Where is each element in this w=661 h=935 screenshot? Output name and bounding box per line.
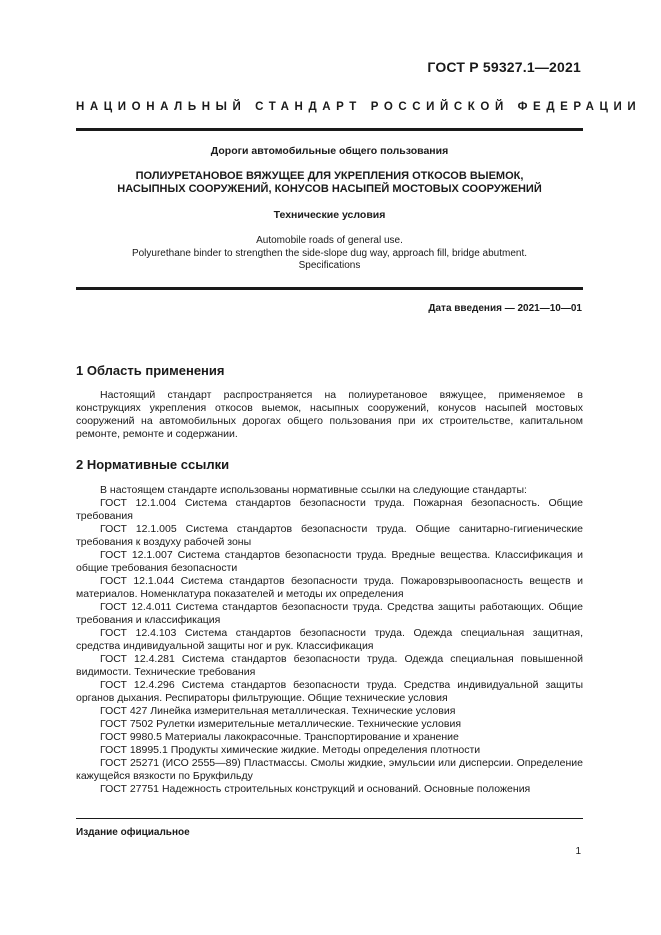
reference-item: ГОСТ 12.4.281 Система стандартов безопасности труда. Одежда специальная повышенной видимости. Технические требования bbox=[76, 653, 583, 678]
reference-item: ГОСТ 12.4.296 Система стандартов безопасности труда. Средства индивидуальной защиты органов дыхания. Респираторы фильтрующие. Общие технические условия bbox=[76, 679, 583, 704]
english-title-line1: Automobile roads of general use. bbox=[256, 235, 403, 246]
domain-title: Дороги автомобильные общего пользования bbox=[210, 145, 449, 157]
reference-item: ГОСТ 12.1.004 Система стандартов безопасности труда. Пожарная безопасность. Общие требования bbox=[76, 497, 583, 522]
introduction-date: Дата введения — 2021—10—01 bbox=[428, 303, 582, 314]
reference-item: ГОСТ 18995.1 Продукты химические жидкие. Методы определения плотности bbox=[100, 744, 481, 756]
reference-item: ГОСТ 7502 Рулетки измерительные металлические. Технические условия bbox=[100, 718, 462, 730]
section-heading-references: 2 Нормативные ссылки bbox=[76, 457, 230, 472]
reference-item: ГОСТ 12.4.011 Система стандартов безопасности труда. Средства защиты работающих. Общие требования и классификация bbox=[76, 601, 583, 626]
reference-item: ГОСТ 25271 (ИСО 2555—89) Пластмассы. Смолы жидкие, эмульсии или дисперсии. Определение кажущейся вязкости по Брукфильду bbox=[76, 757, 583, 782]
english-title-line2: Polyurethane binder to strengthen the side-slope dug way, approach fill, bridge abutment. bbox=[131, 247, 528, 259]
reference-item: ГОСТ 9980.5 Материалы лакокрасочные. Транспортирование и хранение bbox=[100, 731, 459, 743]
gost-number: ГОСТ Р 59327.1—2021 bbox=[427, 59, 581, 75]
middle-rule bbox=[76, 287, 583, 290]
scope-paragraph: Настоящий стандарт распространяется на полиуретановое вяжущее, применяемое в конструкциях укрепления откосов выемок, насыпных сооружений, конусов насыпей мостовых сооружений на автомобильных дорогах общего пользования при их строительстве, капитальном ремонте, ремонте и содержании. bbox=[76, 389, 583, 440]
references-intro: В настоящем стандарте использованы нормативные ссылки на следующие стандарты: bbox=[100, 484, 527, 496]
top-rule bbox=[76, 128, 583, 131]
english-title-line3: Specifications bbox=[298, 260, 361, 271]
english-title bbox=[76, 235, 583, 273]
reference-item: ГОСТ 12.4.103 Система стандартов безопасности труда. Одежда специальная защитная, средства индивидуальной защиты ног и рук. Классификация bbox=[76, 627, 583, 652]
section-heading-scope: 1 Область применения bbox=[76, 363, 225, 378]
reference-item: ГОСТ 27751 Надежность строительных конструкций и оснований. Основные положения bbox=[100, 783, 531, 795]
reference-item: ГОСТ 12.1.005 Система стандартов безопасности труда. Общие санитарно-гигиенические требования к воздуху рабочей зоны bbox=[76, 523, 583, 548]
main-title bbox=[76, 170, 583, 196]
subtitle: Технические условия bbox=[273, 209, 386, 221]
page-number: 1 bbox=[575, 846, 581, 857]
main-title-line2: НАСЫПНЫХ СООРУЖЕНИЙ, КОНУСОВ НАСЫПЕЙ МОСТОВЫХ СООРУЖЕНИЙ bbox=[117, 183, 542, 195]
references-list bbox=[76, 484, 583, 796]
reference-item: ГОСТ 12.1.007 Система стандартов безопасности труда. Вредные вещества. Классификация и общие требования безопасности bbox=[76, 549, 583, 574]
edition-label: Издание официальное bbox=[76, 827, 190, 838]
national-standard-banner: НАЦИОНАЛЬНЫЙ СТАНДАРТ РОССИЙСКОЙ ФЕДЕРАЦИИ bbox=[76, 101, 642, 113]
footer-rule bbox=[76, 818, 583, 819]
main-title-line1: ПОЛИУРЕТАНОВОЕ ВЯЖУЩЕЕ ДЛЯ УКРЕПЛЕНИЯ ОТКОСОВ ВЫЕМОК, bbox=[135, 170, 524, 182]
reference-item: ГОСТ 12.1.044 Система стандартов безопасности труда. Пожаровзрывоопасность веществ и материалов. Номенклатура показателей и методы их определения bbox=[76, 575, 583, 600]
reference-item: ГОСТ 427 Линейка измерительная металлическая. Технические условия bbox=[100, 705, 456, 717]
